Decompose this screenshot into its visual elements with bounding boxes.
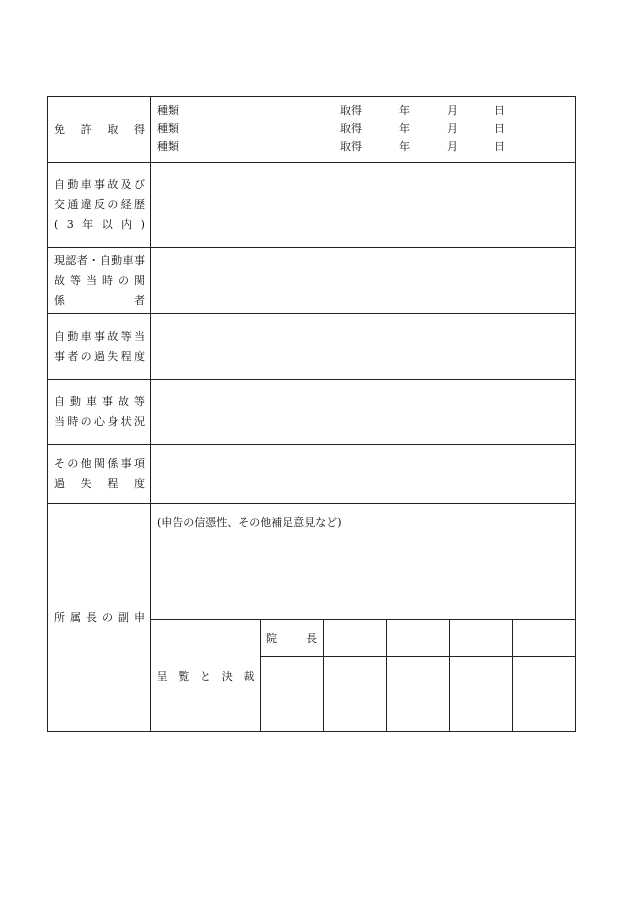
label-char: 者 bbox=[67, 349, 79, 363]
label-char: 時 bbox=[102, 273, 113, 287]
label-char: 及 bbox=[120, 178, 132, 191]
label-char: 取 bbox=[107, 122, 119, 136]
label-char: 3 bbox=[66, 218, 74, 231]
license-month-label: 月 bbox=[447, 104, 458, 117]
approval-title-cell[interactable] bbox=[450, 620, 513, 657]
label-char: 当 bbox=[133, 329, 145, 343]
label-char: そ bbox=[54, 457, 65, 470]
label-char: 事 bbox=[93, 329, 105, 343]
label-char: 身 bbox=[107, 415, 119, 428]
label-char: 当 bbox=[86, 273, 97, 287]
label-char: の bbox=[67, 457, 79, 470]
license-label bbox=[48, 97, 151, 162]
label-line bbox=[54, 412, 145, 432]
fault-level-label bbox=[48, 314, 151, 379]
label-char: 他 bbox=[80, 457, 92, 470]
approval-title-cell[interactable] bbox=[324, 620, 387, 657]
label-char: 車 bbox=[86, 395, 97, 408]
license-year-label: 年 bbox=[399, 122, 410, 135]
label-line bbox=[54, 327, 145, 347]
label-char: 者 bbox=[134, 293, 145, 307]
label-line bbox=[54, 271, 145, 291]
approval-seal-cell[interactable] bbox=[513, 657, 575, 731]
label-char: 動 bbox=[111, 253, 123, 267]
approval-seal-cell[interactable] bbox=[387, 657, 450, 731]
report-form bbox=[47, 96, 576, 732]
license-acquired-label: 取得 bbox=[340, 104, 362, 117]
approval-seal-cell[interactable] bbox=[261, 657, 324, 731]
label-char: 者 bbox=[76, 253, 88, 267]
label-char: 認 bbox=[65, 253, 77, 267]
license-day-label: 日 bbox=[494, 122, 505, 135]
label-char: 過 bbox=[54, 477, 65, 490]
label-char: 年 bbox=[82, 218, 94, 231]
label-char: 事 bbox=[133, 253, 145, 267]
label-char: 当 bbox=[54, 415, 65, 428]
label-char: 等 bbox=[120, 329, 132, 343]
label-char: の bbox=[80, 415, 92, 428]
label-char: 経 bbox=[120, 198, 132, 211]
director-body bbox=[151, 504, 575, 731]
approval-seal-cell[interactable] bbox=[450, 657, 513, 731]
label-char: 許 bbox=[80, 122, 92, 136]
label-char: 等 bbox=[70, 273, 81, 287]
label-char: 呈 bbox=[156, 669, 168, 683]
label-char: の bbox=[80, 349, 92, 363]
license-day-label: 日 bbox=[494, 140, 505, 153]
label-char: 程 bbox=[120, 349, 132, 363]
mental-state-row bbox=[48, 379, 575, 444]
label-char: 車 bbox=[80, 329, 92, 343]
license-month-label: 月 bbox=[447, 122, 458, 135]
label-char: 長 bbox=[86, 610, 97, 624]
label-char: 度 bbox=[133, 349, 145, 363]
license-row bbox=[48, 97, 575, 162]
label-char: 事 bbox=[93, 178, 105, 191]
label-char: ) bbox=[140, 218, 145, 231]
license-day-label: 日 bbox=[494, 104, 505, 117]
label-char: 属 bbox=[70, 610, 81, 624]
director-comment-hint: (申告の信憑性、その他補足意見など) bbox=[157, 516, 342, 529]
label-line bbox=[54, 195, 145, 215]
label-char: の bbox=[102, 610, 113, 624]
label-char: と bbox=[200, 669, 211, 683]
label-char: 失 bbox=[80, 477, 92, 490]
label-char: 自 bbox=[54, 395, 65, 408]
accident-history-field[interactable] bbox=[151, 163, 575, 247]
license-line bbox=[157, 120, 577, 138]
accident-history-label bbox=[48, 163, 151, 247]
accident-history-row bbox=[48, 162, 575, 247]
other-label bbox=[48, 445, 151, 503]
director-row bbox=[48, 503, 575, 731]
label-char: 申 bbox=[134, 610, 145, 624]
label-char: 関 bbox=[134, 273, 145, 287]
license-acquired-label: 取得 bbox=[340, 122, 362, 135]
license-kind-label: 種類 bbox=[157, 140, 179, 153]
fault-level-row bbox=[48, 313, 575, 379]
label-char: 況 bbox=[133, 415, 145, 428]
approval-title-cell[interactable] bbox=[513, 620, 575, 657]
label-char: 故 bbox=[107, 178, 119, 191]
label-char: 歴 bbox=[133, 198, 145, 211]
label-line bbox=[54, 347, 145, 367]
label-char: 裁 bbox=[243, 669, 255, 683]
director-title bbox=[266, 630, 317, 646]
director-label bbox=[48, 504, 151, 731]
label-char: 心 bbox=[93, 415, 105, 428]
label-char: 免 bbox=[54, 122, 65, 136]
label-char: 状 bbox=[120, 415, 132, 428]
label-char: の bbox=[107, 198, 119, 211]
label-char: 内 bbox=[121, 218, 133, 231]
label-char: び bbox=[133, 178, 145, 191]
label-line bbox=[54, 291, 145, 311]
label-char: 項 bbox=[133, 457, 145, 470]
label-char: 違 bbox=[80, 198, 92, 211]
label-char: 現 bbox=[54, 253, 65, 267]
label-char: 失 bbox=[107, 349, 119, 363]
label-line bbox=[54, 251, 145, 271]
witness-row bbox=[48, 247, 575, 313]
license-year-label: 年 bbox=[399, 140, 410, 153]
approval-title-cell-director bbox=[261, 620, 324, 657]
label-line bbox=[54, 474, 145, 494]
label-char: 動 bbox=[67, 178, 79, 191]
label-char: 院 bbox=[266, 632, 277, 645]
label-char: 得 bbox=[133, 122, 145, 136]
label-char: 関 bbox=[93, 457, 105, 470]
label-char: 度 bbox=[133, 477, 145, 490]
label-char: 交 bbox=[54, 198, 65, 211]
fault-level-field[interactable] bbox=[151, 314, 575, 379]
label-char: 動 bbox=[70, 395, 81, 408]
label-char: 車 bbox=[122, 253, 134, 267]
approval-label bbox=[151, 620, 261, 731]
label-char: 車 bbox=[80, 178, 92, 191]
label-line bbox=[54, 392, 145, 412]
label-char: 事 bbox=[102, 395, 113, 408]
license-acquired-label: 取得 bbox=[340, 140, 362, 153]
mental-state-field[interactable] bbox=[151, 380, 575, 444]
label-char: 自 bbox=[54, 329, 65, 343]
label-char: 事 bbox=[120, 457, 132, 470]
label-char: 時 bbox=[67, 415, 79, 428]
other-field[interactable] bbox=[151, 445, 575, 503]
label-line bbox=[54, 454, 145, 474]
witness-label bbox=[48, 248, 151, 313]
label-char: 所 bbox=[54, 610, 65, 624]
label-char: 決 bbox=[221, 669, 233, 683]
label-line bbox=[54, 175, 145, 195]
approval-title-cell[interactable] bbox=[387, 620, 450, 657]
mental-state-label bbox=[48, 380, 151, 444]
label-char: 事 bbox=[54, 349, 65, 363]
license-year-label: 年 bbox=[399, 104, 410, 117]
license-line bbox=[157, 102, 577, 120]
license-kind-label: 種類 bbox=[157, 104, 179, 117]
approval-section bbox=[151, 619, 575, 731]
label-char: 反 bbox=[93, 198, 105, 211]
label-char: 過 bbox=[93, 349, 105, 363]
license-line bbox=[157, 138, 577, 156]
label-char: 長 bbox=[306, 632, 317, 645]
label-char: 通 bbox=[67, 198, 79, 211]
label-char: 程 bbox=[107, 477, 119, 490]
label-char: 自 bbox=[99, 253, 111, 267]
approval-seal-cell[interactable] bbox=[324, 657, 387, 731]
license-body[interactable] bbox=[151, 97, 575, 162]
label-char: 故 bbox=[118, 395, 129, 408]
license-kind-label: 種類 bbox=[157, 122, 179, 135]
label-line bbox=[54, 215, 145, 235]
label-char: 係 bbox=[54, 293, 65, 307]
label-char: 自 bbox=[54, 178, 65, 191]
label-char: ・ bbox=[88, 253, 100, 267]
label-char: 以 bbox=[101, 218, 113, 231]
label-char: 副 bbox=[118, 610, 129, 624]
label-char: 覧 bbox=[178, 669, 190, 683]
label-char: の bbox=[118, 273, 129, 287]
label-char: 故 bbox=[54, 273, 65, 287]
approval-grid bbox=[261, 620, 575, 731]
label-char: 等 bbox=[134, 395, 145, 408]
witness-field[interactable] bbox=[151, 248, 575, 313]
license-month-label: 月 bbox=[447, 140, 458, 153]
label-char: 動 bbox=[67, 329, 79, 343]
label-char: ( bbox=[54, 218, 59, 231]
label-char: 係 bbox=[107, 457, 119, 470]
other-row bbox=[48, 444, 575, 503]
label-char: 故 bbox=[107, 329, 119, 343]
